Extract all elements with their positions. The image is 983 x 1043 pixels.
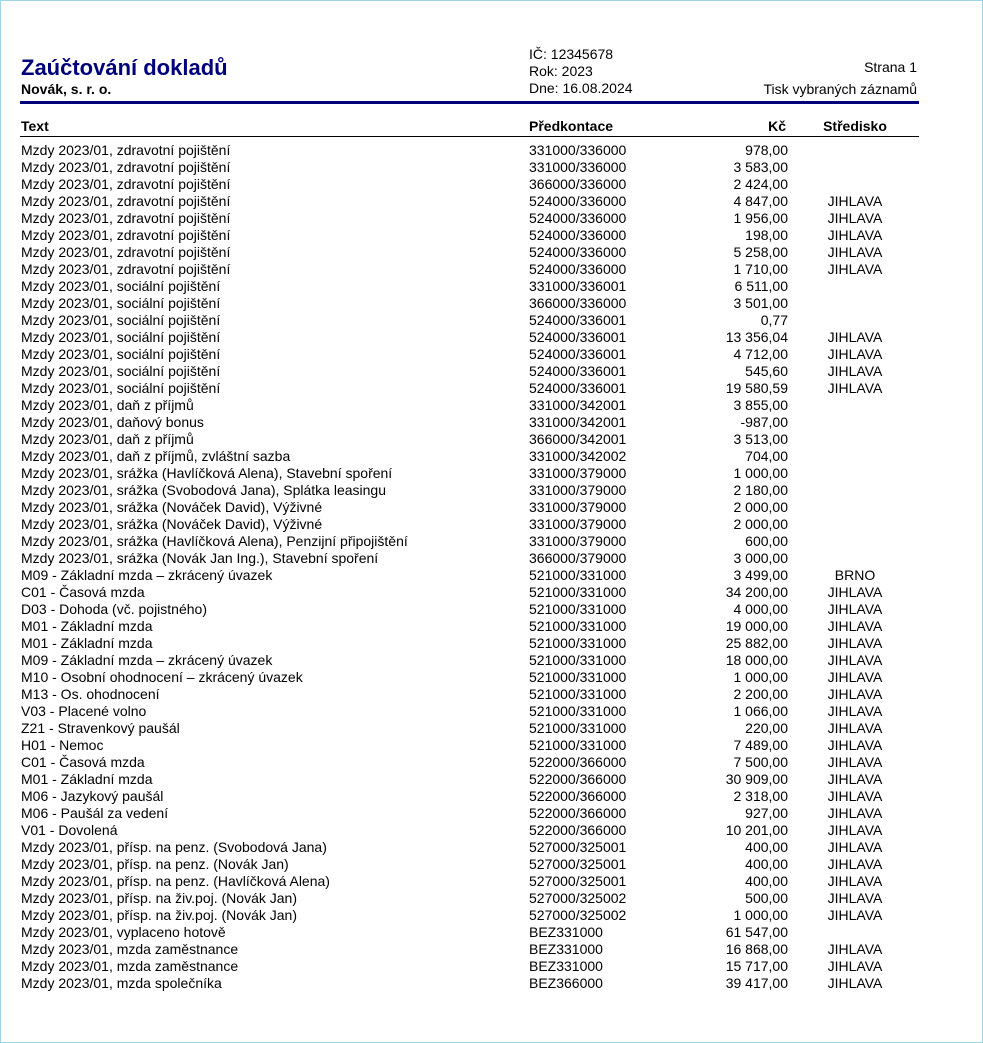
table-row	[1, 975, 983, 992]
table-row	[1, 142, 983, 159]
cell-predkontace: 521000/331000	[529, 669, 627, 685]
cell-predkontace: 524000/336000	[529, 261, 627, 277]
table-row	[1, 686, 983, 703]
cell-amount: 7 500,00	[733, 754, 788, 770]
cell-predkontace: 331000/342001	[529, 397, 627, 413]
cell-predkontace: 331000/379000	[529, 533, 627, 549]
cell-text: Mzdy 2023/01, srážka (Havlíčková Alena), Penzijní připojištění	[21, 533, 408, 549]
cell-text: V01 - Dovolená	[21, 822, 118, 838]
table-row	[1, 346, 983, 363]
table-row	[1, 771, 983, 788]
header-divider	[20, 101, 919, 104]
cell-predkontace: 522000/366000	[529, 822, 627, 838]
cell-amount: 1 000,00	[733, 465, 788, 481]
cell-stredisko: JIHLAVA	[827, 788, 883, 804]
table-row	[1, 261, 983, 278]
cell-predkontace: 331000/342001	[529, 414, 627, 430]
cell-predkontace: 522000/366000	[529, 771, 627, 787]
cell-stredisko: JIHLAVA	[827, 329, 883, 345]
records-table	[1, 142, 983, 992]
table-row	[1, 193, 983, 210]
cell-amount: 978,00	[745, 142, 788, 158]
cell-amount: 61 547,00	[725, 924, 788, 940]
table-row	[1, 397, 983, 414]
table-row	[1, 499, 983, 516]
cell-text: Mzdy 2023/01, sociální pojištění	[21, 329, 221, 345]
cell-amount: 3 513,00	[733, 431, 788, 447]
cell-predkontace: 366000/336000	[529, 295, 627, 311]
table-row	[1, 159, 983, 176]
cell-stredisko: BRNO	[834, 567, 876, 583]
cell-amount: 1 000,00	[733, 907, 788, 923]
cell-predkontace: 521000/331000	[529, 652, 627, 668]
cell-amount: 6 511,00	[734, 278, 788, 294]
cell-amount: 2 180,00	[733, 482, 788, 498]
table-row	[1, 227, 983, 244]
cell-stredisko: JIHLAVA	[827, 669, 883, 685]
cell-text: M01 - Základní mzda	[21, 635, 153, 651]
cell-text: Mzdy 2023/01, přísp. na penz. (Havlíčková Alena)	[21, 873, 330, 889]
table-row	[1, 601, 983, 618]
cell-text: V03 - Placené volno	[21, 703, 147, 719]
table-row	[1, 907, 983, 924]
table-row	[1, 380, 983, 397]
cell-text: Mzdy 2023/01, mzda společníka	[21, 975, 222, 991]
cell-stredisko: JIHLAVA	[827, 380, 883, 396]
cell-text: C01 - Časová mzda	[21, 584, 145, 600]
cell-predkontace: 331000/342002	[529, 448, 627, 464]
cell-amount: 3 855,00	[733, 397, 788, 413]
cell-stredisko: JIHLAVA	[827, 210, 883, 226]
cell-text: Mzdy 2023/01, srážka (Nováček David), Výživné	[21, 499, 323, 515]
table-row	[1, 635, 983, 652]
cell-text: Mzdy 2023/01, vyplaceno hotově	[21, 924, 226, 940]
cell-predkontace: 522000/366000	[529, 754, 627, 770]
cell-predkontace: 331000/336001	[529, 278, 627, 294]
cell-amount: 220,00	[745, 720, 788, 736]
cell-text: H01 - Nemoc	[21, 737, 104, 753]
cell-text: Z21 - Stravenkový paušál	[21, 720, 180, 736]
company-name: Novák, s. r. o.	[21, 81, 112, 97]
table-row	[1, 720, 983, 737]
cell-stredisko: JIHLAVA	[827, 771, 883, 787]
cell-predkontace: 521000/331000	[529, 618, 627, 634]
cell-amount: 15 717,00	[725, 958, 788, 974]
cell-text: Mzdy 2023/01, sociální pojištění	[21, 295, 221, 311]
table-row	[1, 822, 983, 839]
report-meta	[529, 46, 633, 97]
table-row	[1, 669, 983, 686]
cell-amount: 19 000,00	[725, 618, 788, 634]
cell-text: M13 - Os. ohodnocení	[21, 686, 160, 702]
cell-amount: 1 956,00	[733, 210, 788, 226]
table-row	[1, 856, 983, 873]
table-row	[1, 295, 983, 312]
cell-amount: 7 489,00	[733, 737, 788, 753]
cell-text: Mzdy 2023/01, srážka (Svobodová Jana), Splátka leasingu	[21, 482, 386, 498]
table-row	[1, 533, 983, 550]
column-header-predkontace: Předkontace	[529, 118, 614, 134]
cell-text: Mzdy 2023/01, přísp. na živ.poj. (Novák Jan)	[21, 907, 297, 923]
cell-amount: 198,00	[745, 227, 788, 243]
column-header-divider	[20, 136, 919, 137]
table-row	[1, 176, 983, 193]
cell-amount: 4 847,00	[733, 193, 788, 209]
cell-text: Mzdy 2023/01, srážka (Nováček David), Výživné	[21, 516, 323, 532]
cell-predkontace: 527000/325002	[529, 890, 627, 906]
cell-amount: 600,00	[745, 533, 788, 549]
table-row	[1, 652, 983, 669]
cell-predkontace: 524000/336001	[529, 363, 627, 379]
cell-stredisko: JIHLAVA	[827, 227, 883, 243]
cell-predkontace: 521000/331000	[529, 720, 627, 736]
cell-stredisko: JIHLAVA	[827, 652, 883, 668]
table-row	[1, 941, 983, 958]
cell-amount: 4 000,00	[733, 601, 788, 617]
table-row	[1, 958, 983, 975]
column-header-stredisko: Středisko	[823, 118, 887, 134]
table-row	[1, 431, 983, 448]
cell-stredisko: JIHLAVA	[827, 601, 883, 617]
cell-amount: 16 868,00	[725, 941, 788, 957]
cell-predkontace: 521000/331000	[529, 737, 627, 753]
cell-amount: 10 201,00	[725, 822, 788, 838]
cell-text: M09 - Základní mzda – zkrácený úvazek	[21, 652, 273, 668]
table-row	[1, 363, 983, 380]
cell-amount: -987,00	[740, 414, 788, 430]
cell-amount: 2 200,00	[733, 686, 788, 702]
cell-predkontace: 524000/336000	[529, 227, 627, 243]
cell-predkontace: 524000/336001	[529, 380, 627, 396]
cell-amount: 400,00	[745, 856, 788, 872]
cell-amount: 545,60	[745, 363, 788, 379]
cell-text: Mzdy 2023/01, srážka (Novák Jan Ing.), Stavební spoření	[21, 550, 379, 566]
cell-predkontace: 331000/379000	[529, 516, 627, 532]
cell-predkontace: 522000/366000	[529, 788, 627, 804]
table-row	[1, 465, 983, 482]
cell-predkontace: 522000/366000	[529, 805, 627, 821]
table-row	[1, 278, 983, 295]
cell-text: M06 - Paušál za vedení	[21, 805, 169, 821]
table-row	[1, 924, 983, 941]
cell-predkontace: 366000/336000	[529, 176, 627, 192]
cell-text: Mzdy 2023/01, sociální pojištění	[21, 380, 221, 396]
cell-amount: 0,77	[760, 312, 788, 328]
ic-label: IČ: 12345678	[529, 46, 614, 62]
cell-predkontace: 524000/336001	[529, 329, 627, 345]
cell-predkontace: 521000/331000	[529, 584, 627, 600]
cell-amount: 400,00	[745, 839, 788, 855]
cell-text: Mzdy 2023/01, daňový bonus	[21, 414, 204, 430]
cell-amount: 39 417,00	[725, 975, 788, 991]
cell-text: M01 - Základní mzda	[21, 618, 153, 634]
cell-stredisko: JIHLAVA	[827, 261, 883, 277]
table-row	[1, 482, 983, 499]
cell-amount: 3 000,00	[733, 550, 788, 566]
cell-text: Mzdy 2023/01, zdravotní pojištění	[21, 176, 231, 192]
cell-amount: 3 583,00	[733, 159, 788, 175]
cell-predkontace: 521000/331000	[529, 703, 627, 719]
cell-text: Mzdy 2023/01, sociální pojištění	[21, 363, 221, 379]
cell-predkontace: 524000/336001	[529, 346, 627, 362]
cell-text: D03 - Dohoda (vč. pojistného)	[21, 601, 207, 617]
cell-text: Mzdy 2023/01, přísp. na penz. (Novák Jan)	[21, 856, 289, 872]
cell-stredisko: JIHLAVA	[827, 805, 883, 821]
cell-text: Mzdy 2023/01, daň z příjmů	[21, 431, 194, 447]
cell-text: Mzdy 2023/01, mzda zaměstnance	[21, 958, 239, 974]
cell-text: Mzdy 2023/01, přísp. na živ.poj. (Novák Jan)	[21, 890, 297, 906]
cell-predkontace: 527000/325001	[529, 873, 627, 889]
cell-text: Mzdy 2023/01, daň z příjmů	[21, 397, 194, 413]
cell-amount: 34 200,00	[725, 584, 788, 600]
table-row	[1, 737, 983, 754]
cell-stredisko: JIHLAVA	[827, 975, 883, 991]
cell-amount: 5 258,00	[733, 244, 788, 260]
cell-stredisko: JIHLAVA	[827, 941, 883, 957]
cell-text: M09 - Základní mzda – zkrácený úvazek	[21, 567, 273, 583]
cell-stredisko: JIHLAVA	[827, 890, 883, 906]
cell-predkontace: 331000/379000	[529, 465, 627, 481]
cell-amount: 704,00	[745, 448, 788, 464]
cell-stredisko: JIHLAVA	[827, 720, 883, 736]
cell-predkontace: 331000/379000	[529, 499, 627, 515]
cell-predkontace: 524000/336001	[529, 312, 627, 328]
table-row	[1, 210, 983, 227]
column-header-text: Text	[21, 118, 49, 134]
cell-amount: 927,00	[745, 805, 788, 821]
cell-stredisko: JIHLAVA	[827, 193, 883, 209]
table-row	[1, 890, 983, 907]
table-row	[1, 567, 983, 584]
table-row	[1, 329, 983, 346]
cell-amount: 1 066,00	[733, 703, 788, 719]
cell-stredisko: JIHLAVA	[827, 737, 883, 753]
cell-amount: 2 000,00	[733, 516, 788, 532]
cell-stredisko: JIHLAVA	[827, 686, 883, 702]
cell-stredisko: JIHLAVA	[827, 635, 883, 651]
table-row	[1, 618, 983, 635]
date-label: Dne: 16.08.2024	[529, 80, 633, 96]
cell-predkontace: BEZ331000	[529, 924, 603, 940]
cell-amount: 18 000,00	[725, 652, 788, 668]
cell-amount: 13 356,04	[725, 329, 788, 345]
page-number: Strana 1	[864, 59, 917, 75]
cell-text: Mzdy 2023/01, srážka (Havlíčková Alena), Stavební spoření	[21, 465, 393, 481]
cell-text: Mzdy 2023/01, sociální pojištění	[21, 278, 221, 294]
cell-amount: 4 712,00	[733, 346, 788, 362]
cell-predkontace: BEZ331000	[529, 941, 603, 957]
cell-predkontace: 524000/336000	[529, 193, 627, 209]
cell-amount: 2 318,00	[733, 788, 788, 804]
cell-stredisko: JIHLAVA	[827, 618, 883, 634]
cell-text: M10 - Osobní ohodnocení – zkrácený úvazek	[21, 669, 303, 685]
cell-text: Mzdy 2023/01, zdravotní pojištění	[21, 210, 231, 226]
cell-predkontace: 521000/331000	[529, 567, 627, 583]
cell-predkontace: 521000/331000	[529, 635, 627, 651]
cell-text: Mzdy 2023/01, zdravotní pojištění	[21, 193, 231, 209]
report-title: Zaúčtování dokladů	[21, 55, 228, 80]
table-row	[1, 550, 983, 567]
cell-stredisko: JIHLAVA	[827, 856, 883, 872]
cell-amount: 2 424,00	[733, 176, 788, 192]
print-mode: Tisk vybraných záznamů	[763, 81, 917, 97]
cell-stredisko: JIHLAVA	[827, 822, 883, 838]
cell-text: Mzdy 2023/01, sociální pojištění	[21, 346, 221, 362]
cell-predkontace: 527000/325002	[529, 907, 627, 923]
cell-amount: 1 710,00	[733, 261, 788, 277]
table-row	[1, 516, 983, 533]
cell-text: Mzdy 2023/01, zdravotní pojištění	[21, 227, 231, 243]
cell-predkontace: 521000/331000	[529, 686, 627, 702]
cell-text: M01 - Základní mzda	[21, 771, 153, 787]
cell-text: Mzdy 2023/01, sociální pojištění	[21, 312, 221, 328]
cell-amount: 2 000,00	[733, 499, 788, 515]
cell-predkontace: BEZ366000	[529, 975, 603, 991]
cell-amount: 3 499,00	[733, 567, 788, 583]
table-row	[1, 584, 983, 601]
table-row	[1, 805, 983, 822]
cell-text: Mzdy 2023/01, daň z příjmů, zvláštní sazba	[21, 448, 291, 464]
cell-amount: 30 909,00	[725, 771, 788, 787]
cell-text: Mzdy 2023/01, zdravotní pojištění	[21, 244, 231, 260]
table-row	[1, 703, 983, 720]
cell-stredisko: JIHLAVA	[827, 584, 883, 600]
cell-predkontace: 331000/336000	[529, 159, 627, 175]
table-row	[1, 839, 983, 856]
cell-text: Mzdy 2023/01, zdravotní pojištění	[21, 142, 231, 158]
cell-predkontace: 524000/336000	[529, 244, 627, 260]
table-row	[1, 244, 983, 261]
cell-predkontace: 331000/379000	[529, 482, 627, 498]
column-header-kc: Kč	[768, 118, 786, 134]
cell-stredisko: JIHLAVA	[827, 958, 883, 974]
cell-predkontace: 527000/325001	[529, 856, 627, 872]
cell-amount: 25 882,00	[725, 635, 788, 651]
cell-text: Mzdy 2023/01, mzda zaměstnance	[21, 941, 239, 957]
cell-stredisko: JIHLAVA	[827, 363, 883, 379]
table-row	[1, 312, 983, 329]
cell-amount: 19 580,59	[725, 380, 788, 396]
cell-predkontace: 521000/331000	[529, 601, 627, 617]
cell-stredisko: JIHLAVA	[827, 839, 883, 855]
cell-predkontace: 366000/342001	[529, 431, 627, 447]
cell-amount: 3 501,00	[733, 295, 788, 311]
table-row	[1, 414, 983, 431]
cell-predkontace: 331000/336000	[529, 142, 627, 158]
cell-stredisko: JIHLAVA	[827, 703, 883, 719]
table-row	[1, 448, 983, 465]
cell-text: M06 - Jazykový paušál	[21, 788, 164, 804]
cell-amount: 500,00	[745, 890, 788, 906]
cell-predkontace: BEZ331000	[529, 958, 603, 974]
cell-amount: 1 000,00	[733, 669, 788, 685]
table-row	[1, 788, 983, 805]
cell-stredisko: JIHLAVA	[827, 244, 883, 260]
year-label: Rok: 2023	[529, 63, 593, 79]
cell-predkontace: 366000/379000	[529, 550, 627, 566]
cell-text: C01 - Časová mzda	[21, 754, 145, 770]
cell-stredisko: JIHLAVA	[827, 346, 883, 362]
cell-amount: 400,00	[745, 873, 788, 889]
cell-stredisko: JIHLAVA	[827, 907, 883, 923]
table-row	[1, 754, 983, 771]
cell-text: Mzdy 2023/01, přísp. na penz. (Svobodová Jana)	[21, 839, 327, 855]
cell-stredisko: JIHLAVA	[827, 754, 883, 770]
table-row	[1, 873, 983, 890]
cell-text: Mzdy 2023/01, zdravotní pojištění	[21, 261, 231, 277]
cell-stredisko: JIHLAVA	[827, 873, 883, 889]
cell-predkontace: 524000/336000	[529, 210, 627, 226]
cell-predkontace: 527000/325001	[529, 839, 627, 855]
cell-text: Mzdy 2023/01, zdravotní pojištění	[21, 159, 231, 175]
